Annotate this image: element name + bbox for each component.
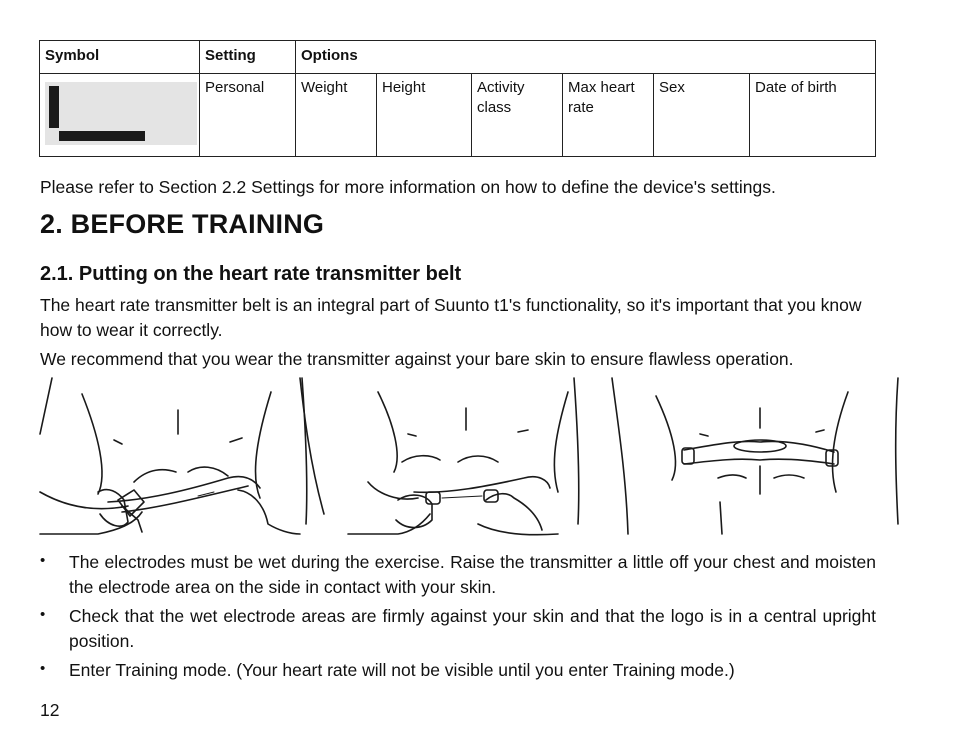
bullet-text: The electrodes must be wet during the exercise. Raise the transmitter a little off your chest and moisten the electrode area on the side in contact with your skin. <box>69 552 876 597</box>
setting-cell: Personal <box>200 74 296 157</box>
subsection-title: 2.1. Putting on the heart rate transmitter belt <box>40 263 462 285</box>
intro-text: Please refer to Section 2.2 Settings for more information on how to define the device's settings. <box>40 177 776 197</box>
header-setting: Setting <box>200 41 296 74</box>
torso-step-1-icon <box>40 378 307 534</box>
personal-settings-symbol-icon <box>45 82 197 145</box>
symbol-cell <box>40 74 200 157</box>
paragraph-belt-intro: The heart rate transmitter belt is an integral part of Suunto t1's functionality, so it's important that you know how to wear it correctly. <box>40 295 862 340</box>
option-date-of-birth: Date of birth <box>750 74 876 157</box>
option-height: Height <box>377 74 472 157</box>
settings-table <box>39 40 876 157</box>
bullet-icon: • <box>40 660 46 677</box>
paragraph-bare-skin: We recommend that you wear the transmitter against your bare skin to ensure flawless operation. <box>40 349 794 369</box>
bullet-icon: • <box>40 552 46 569</box>
bullet-text: Enter Training mode. (Your heart rate will not be visible until you enter Training mode.) <box>69 660 735 680</box>
belt-illustration <box>38 374 900 542</box>
bullet-icon: • <box>40 606 46 623</box>
page-number: 12 <box>40 700 60 720</box>
section-title: 2. BEFORE TRAINING <box>40 209 325 239</box>
option-sex: Sex <box>654 74 750 157</box>
table-row <box>40 74 876 157</box>
option-activity-class: Activity class <box>472 74 563 157</box>
torso-step-2-icon <box>300 378 579 535</box>
torso-step-3-icon <box>612 378 898 534</box>
option-max-heart-rate: Max heart rate <box>563 74 654 157</box>
list-item <box>40 550 876 600</box>
table-header-row <box>40 41 876 74</box>
bullet-text: Check that the wet electrode areas are firmly against your skin and that the logo is in a central upright position. <box>69 606 876 651</box>
list-item <box>40 658 876 683</box>
option-weight: Weight <box>296 74 377 157</box>
instruction-list <box>40 550 876 687</box>
list-item <box>40 604 876 654</box>
header-options: Options <box>296 41 876 74</box>
header-symbol: Symbol <box>40 41 200 74</box>
